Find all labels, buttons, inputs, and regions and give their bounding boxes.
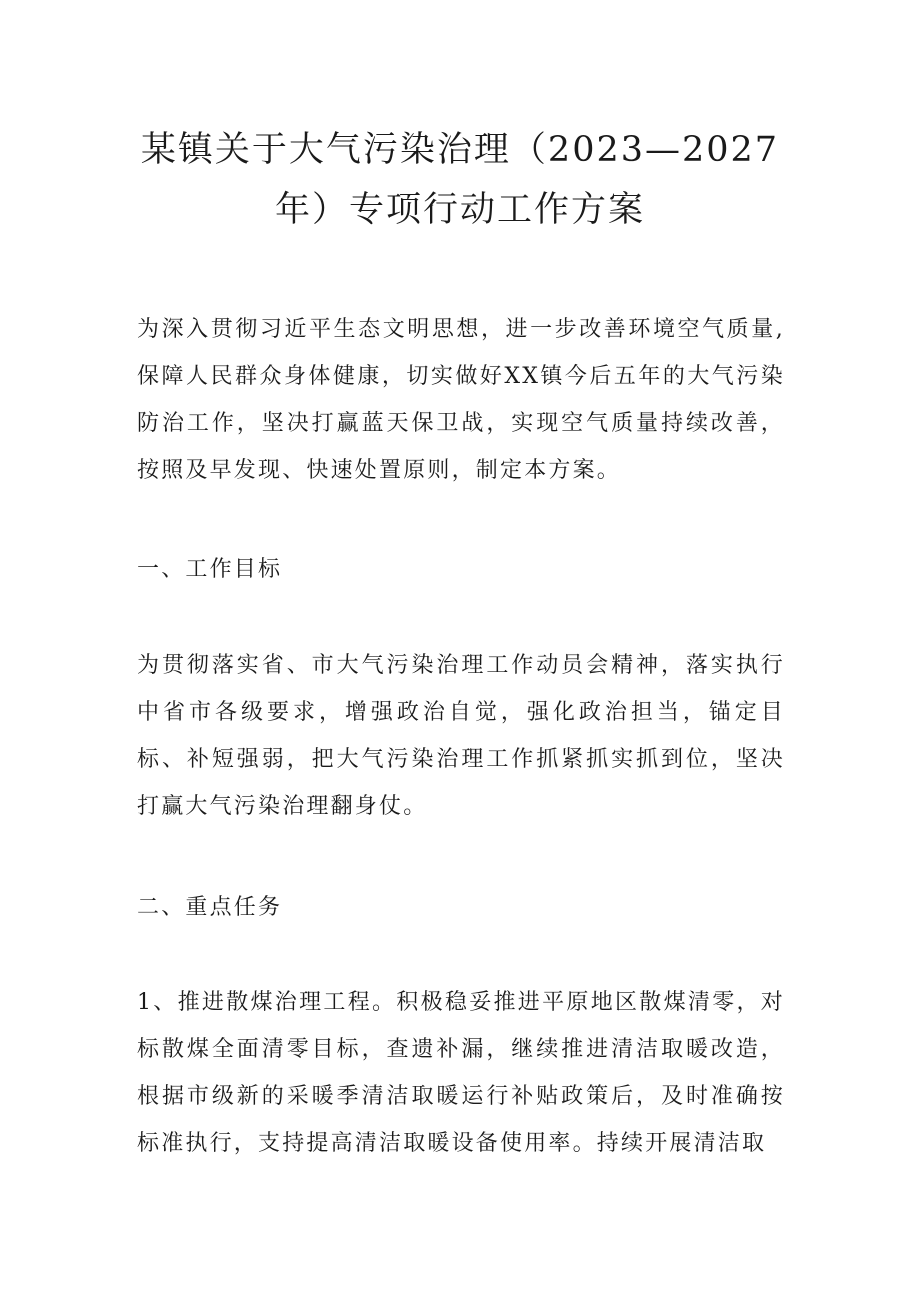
section-heading-goals: 一、工作目标 bbox=[137, 557, 283, 582]
intro-paragraph: 为深入贯彻习近平生态文明思想，进一步改善环境空气质量,保障人民群众身体健康，切实做好XX镇今后五年的大气污染防治工作，坚决打赢蓝天保卫战，实现空气质量持续改善，按照及早发现、快速处置原则，制定本方案。 bbox=[137, 317, 785, 483]
section-heading-key-tasks: 二、重点任务 bbox=[137, 895, 283, 920]
task-one-paragraph: 1、推进散煤治理工程。积极稳妥推进平原地区散煤清零，对标散煤全面清零目标，查遗补漏，继续推进清洁取暖改造，根据市级新的采暖季清洁取暖运行补贴政策后，及时准确按标准执行，支持提高清洁取暖设备使用率。持续开展清洁取 bbox=[137, 990, 785, 1156]
goals-paragraph: 为贯彻落实省、市大气污染治理工作动员会精神，落实执行中省市各级要求，增强政治自觉，强化政治担当，锚定目标、补短强弱，把大气污染治理工作抓紧抓实抓到位，坚决打赢大气污染治理翻身仗。 bbox=[137, 653, 785, 819]
document-title: 某镇关于大气污染治理（2023—2027年）专项行动工作方案 bbox=[140, 130, 780, 230]
